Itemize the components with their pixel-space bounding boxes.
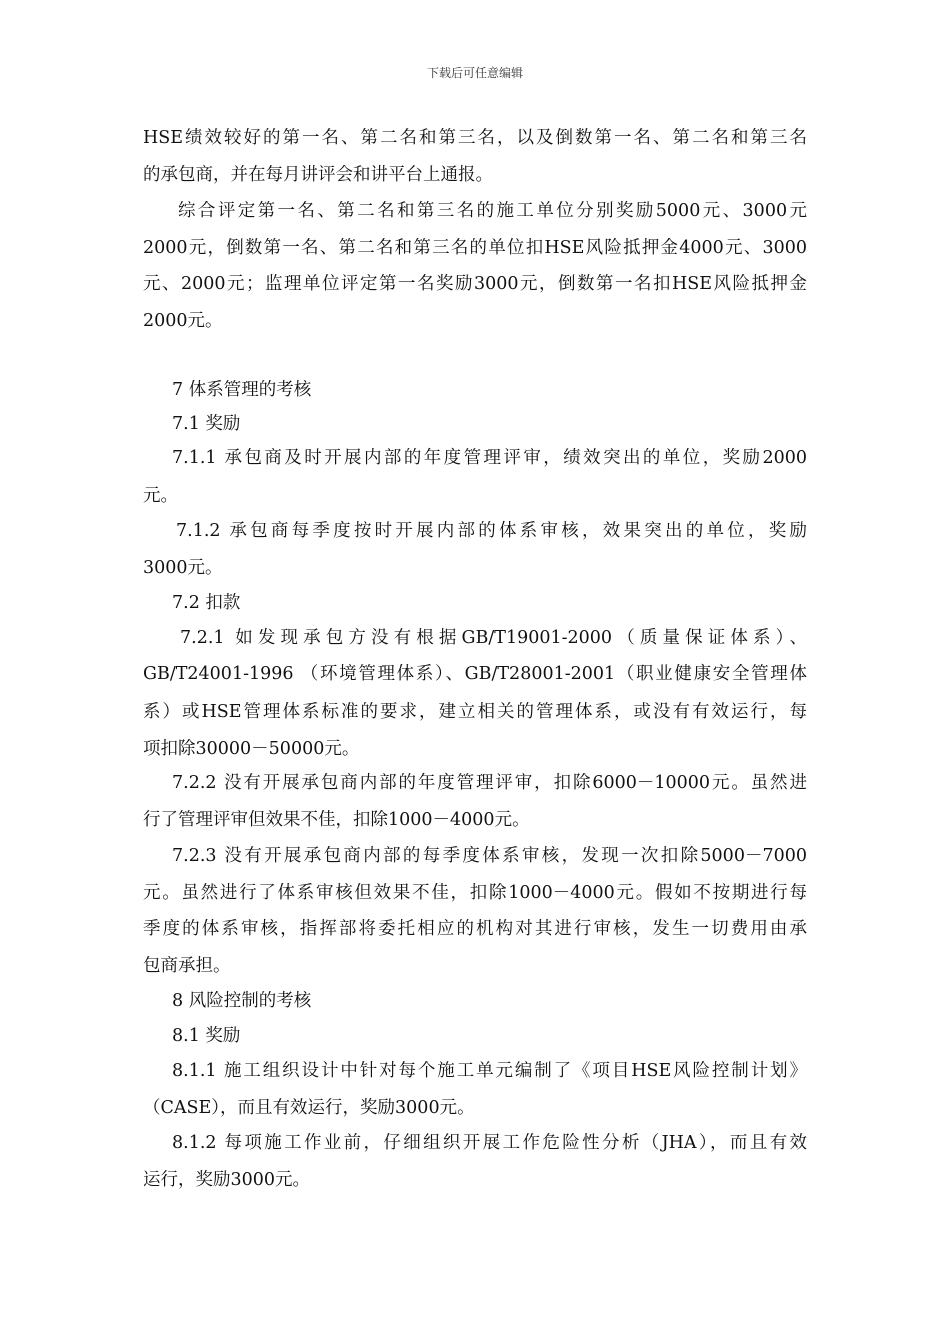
body-line: （CASE），而且有效运行，奖励3000元。 (143, 1098, 475, 1118)
body-line: GB/T24001-1996 （环境管理体系）、GB/T28001-2001（职业健康安全管理体 (143, 664, 807, 684)
body-line: 2000元。 (143, 311, 223, 331)
body-line: 行了管理评审但效果不佳，扣除1000－4000元。 (143, 810, 530, 830)
body-line: 包商承担。 (143, 956, 231, 976)
body-line: 元、2000元；监理单位评定第一名奖励3000元，倒数第一名扣HSE风险抵押金 (143, 274, 807, 294)
body-line: 7.1.1 承包商及时开展内部的年度管理评审，绩效突出的单位，奖励2000 (172, 448, 807, 468)
body-line: 7.2.3 没有开展承包商内部的每季度体系审核，发现一次扣除5000－7000 (172, 846, 807, 866)
body-line: 3000元。 (143, 558, 223, 578)
body-line: 8.1.2 每项施工作业前，仔细组织开展工作危险性分析（JHA），而且有效 (172, 1133, 807, 1153)
body-line: 元。虽然进行了体系审核但效果不佳，扣除1000－4000元。假如不按期进行每 (143, 883, 807, 903)
body-line: 8.1.1 施工组织设计中针对每个施工单元编制了《项目HSE风险控制计划》 (172, 1061, 807, 1081)
body-line: 7.2.2 没有开展承包商内部的年度管理评审，扣除6000－10000元。虽然进 (172, 773, 807, 793)
body-line: 季度的体系审核，指挥部将委托相应的机构对其进行审核，发生一切费用由承 (143, 919, 807, 939)
subsection-heading: 7.2 扣款 (172, 593, 241, 613)
body-line: 综合评定第一名、第二名和第三名的施工单位分别奖励5000元、3000元 (178, 201, 807, 221)
body-line: 7.1.2 承包商每季度按时开展内部的体系审核，效果突出的单位，奖励 (176, 521, 807, 541)
body-line: 运行，奖励3000元。 (143, 1170, 311, 1190)
body-line: 的承包商，并在每月讲评会和讲平台上通报。 (143, 165, 493, 185)
body-line: 系）或HSE管理体系标准的要求，建立相关的管理体系，或没有有效运行，每 (143, 702, 807, 722)
subsection-heading: 7.1 奖励 (172, 414, 241, 434)
body-line: 元。 (143, 486, 178, 506)
body-line: 2000元，倒数第一名、第二名和第三名的单位扣HSE风险抵押金4000元、3000 (143, 238, 807, 258)
body-line: 项扣除30000－50000元。 (143, 739, 360, 759)
body-line: 7.2.1 如发现承包方没有根据GB/T19001-2000（质量保证体系）、 (180, 628, 807, 648)
subsection-heading: 8.1 奖励 (172, 1026, 241, 1046)
body-line: HSE绩效较好的第一名、第二名和第三名，以及倒数第一名、第二名和第三名 (143, 128, 807, 148)
section-heading: 7 体系管理的考核 (172, 380, 312, 400)
page-header: 下载后可任意编辑 (426, 66, 523, 80)
section-heading: 8 风险控制的考核 (172, 991, 312, 1011)
